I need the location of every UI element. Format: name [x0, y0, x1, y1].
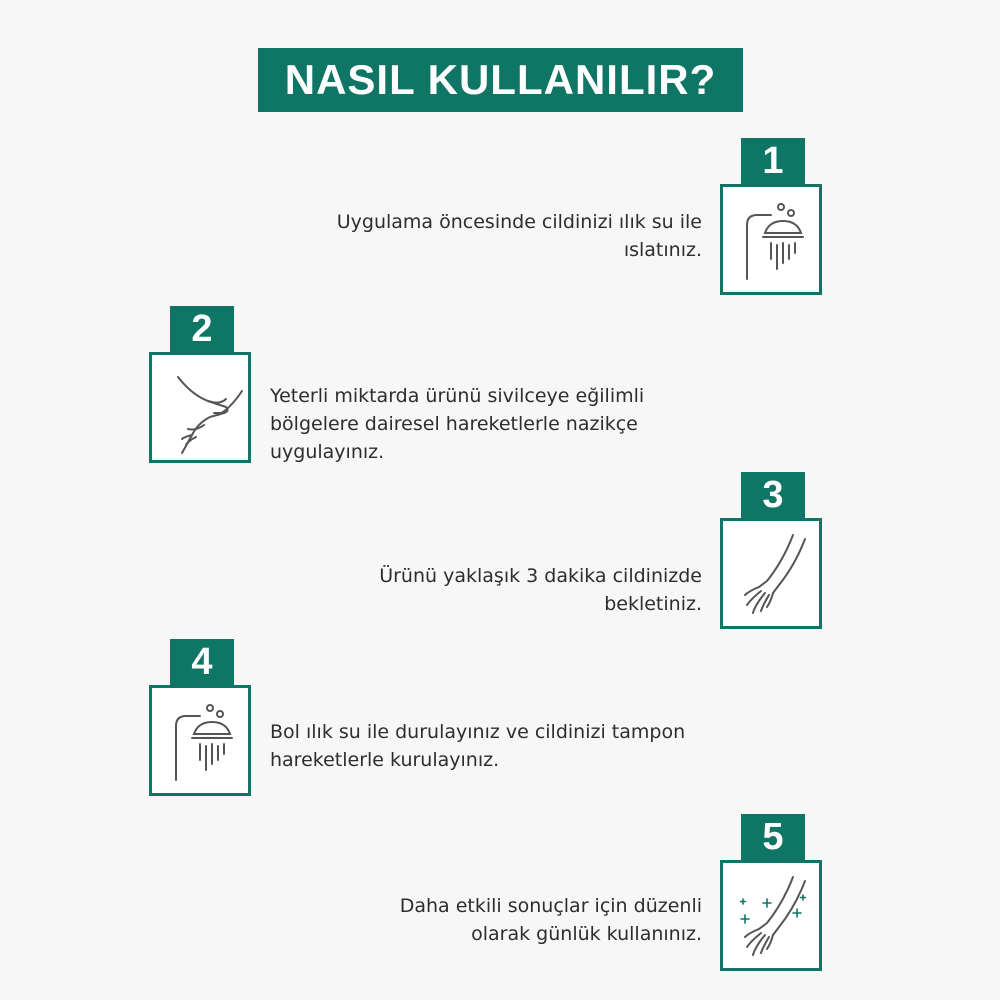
description-line: hareketlerle kurulayınız.	[270, 749, 500, 771]
description-line: ıslatınız.	[623, 239, 702, 261]
page-title: NASIL KULLANILIR?	[258, 48, 743, 112]
description-line: Daha etkili sonuçlar için düzenli	[399, 895, 702, 917]
step-number: 1	[741, 138, 805, 184]
description-line: Uygulama öncesinde cildinizi ılık su ile	[336, 211, 702, 233]
step-number: 2	[170, 306, 234, 352]
description-line: Yeterli miktarda ürünü sivilceye eğilimli	[270, 385, 645, 407]
step-number: 5	[741, 814, 805, 860]
step-icon-box	[720, 860, 822, 971]
step-number: 4	[170, 639, 234, 685]
description-line: uygulayınız.	[270, 441, 385, 463]
step-icon-box	[149, 352, 251, 463]
hand-applying-icon	[152, 355, 248, 460]
sparkling-arm-icon	[723, 863, 819, 968]
step-number: 3	[741, 472, 805, 518]
step-icon-box	[720, 184, 822, 295]
step-description	[270, 718, 710, 774]
step-description	[270, 382, 700, 466]
step-icon-box	[720, 518, 822, 629]
shower-icon	[152, 688, 248, 793]
step-description	[270, 562, 702, 618]
description-line: bölgelere dairesel hareketlerle nazikçe	[270, 413, 638, 435]
description-line: Bol ılık su ile durulayınız ve cildinizi tampon	[270, 721, 686, 743]
shower-icon	[723, 187, 819, 292]
description-line: olarak günlük kullanınız.	[471, 923, 702, 945]
step-icon-box	[149, 685, 251, 796]
step-description	[270, 892, 702, 948]
step-description	[270, 208, 702, 264]
description-line: bekletiniz.	[604, 593, 702, 615]
arm-hand-icon	[723, 521, 819, 626]
description-line: Ürünü yaklaşık 3 dakika cildinizde	[379, 565, 702, 587]
